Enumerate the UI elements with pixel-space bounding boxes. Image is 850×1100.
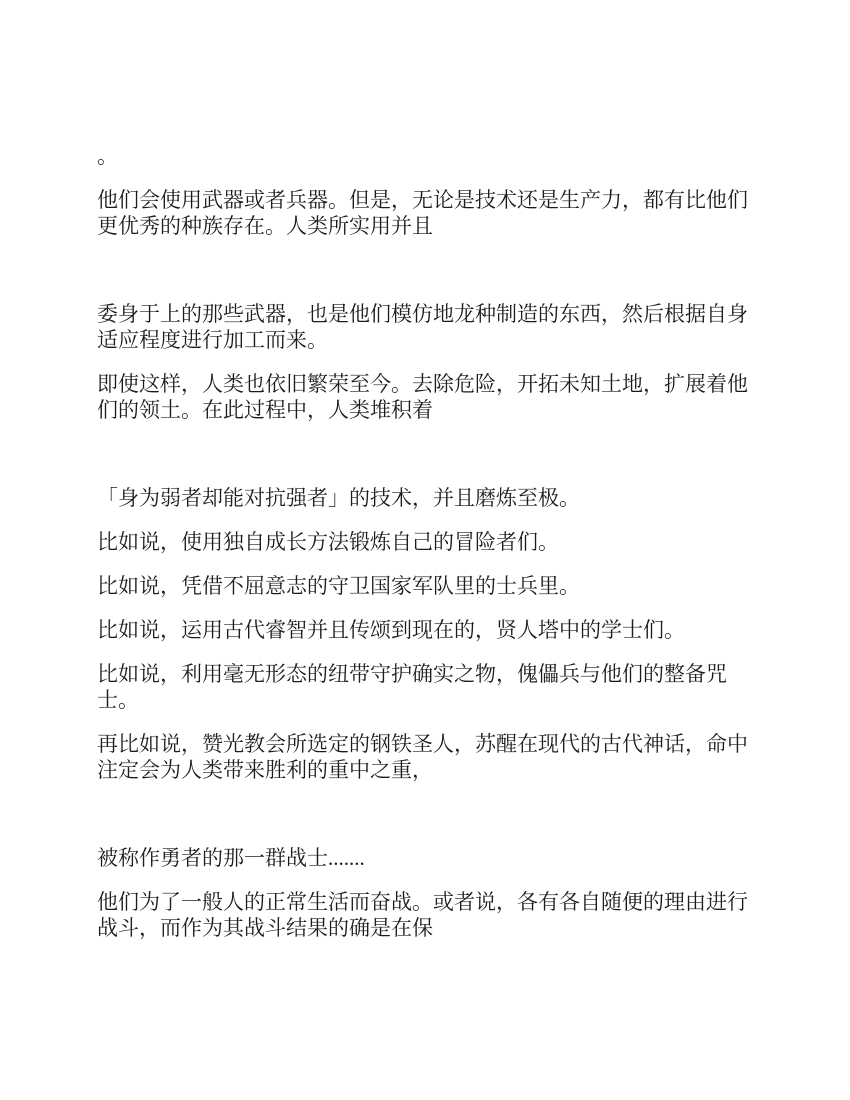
paragraph: 比如说，利用毫无形态的纽带守护确实之物，傀儡兵与他们的整备咒士。: [97, 662, 727, 712]
paragraph: 比如说，凭借不屈意志的守卫国家军队里的士兵里。: [97, 574, 580, 598]
text-column: [97, 143, 763, 959]
paragraph: 再比如说，赞光教会所选定的钢铁圣人，苏醒在现代的古代神话，命中注定会为人类带来胜利的重中之重，: [97, 732, 748, 782]
paragraph: 比如说，使用独自成长方法锻炼自己的冒险者们。: [97, 530, 559, 554]
paragraph-ellipsis: 被称作勇者的那一群战士.......: [97, 846, 365, 870]
paragraph: 比如说，运用古代睿智并且传颂到现在的，贤人塔中的学士们。: [97, 618, 685, 642]
paragraph-lone-period: 。: [97, 144, 118, 168]
blank-line: [97, 801, 763, 827]
paragraph: 委身于上的那些武器，也是他们模仿地龙种制造的东西，然后根据自身适应程度进行加工而来。: [97, 302, 748, 352]
paragraph: 「身为弱者却能对抗强者」的技术，并且磨炼至极。: [97, 486, 580, 510]
paragraph: 他们会使用武器或者兵器。但是，无论是技术还是生产力，都有比他们更优秀的种族存在。人类所实用并且: [97, 188, 748, 238]
paragraph: 即使这样，人类也依旧繁荣至今。去除危险，开拓未知土地，扩展着他们的领土。在此过程中，人类堆积着: [97, 372, 748, 422]
paragraph: 他们为了一般人的正常生活而奋战。或者说，各有各自随便的理由进行战斗，而作为其战斗结果的确是在保: [97, 890, 748, 940]
blank-line: [97, 257, 763, 283]
blank-line: [97, 441, 763, 467]
